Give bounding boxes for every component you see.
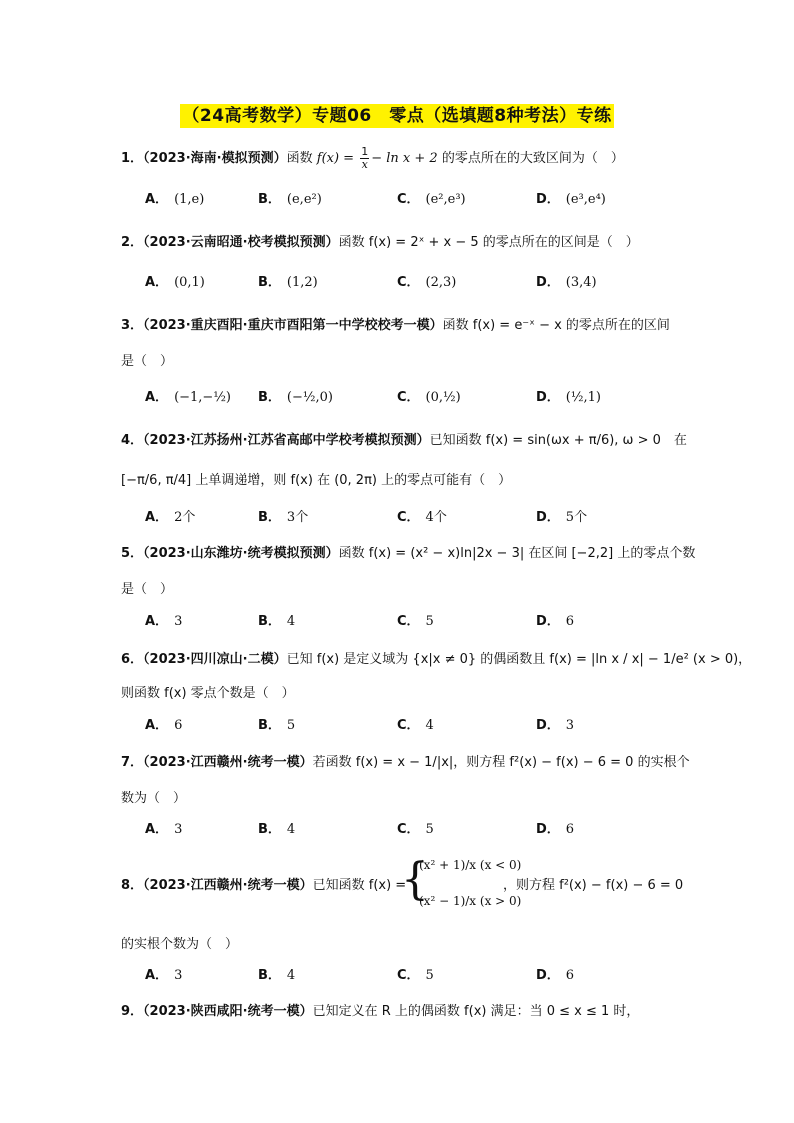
- option-b[interactable]: B． (e,e²): [258, 192, 322, 207]
- option-d[interactable]: D． (e³,e⁴): [536, 192, 606, 207]
- question-text: 函数: [286, 151, 313, 166]
- option-c[interactable]: C． (2,3): [397, 275, 457, 290]
- option-c[interactable]: C． 5: [397, 614, 434, 629]
- question-text: 的实根个数为（ ）: [121, 937, 239, 952]
- question-3-cont: [121, 351, 681, 373]
- question-source: （2023·陕西咸阳·统考一模）: [143, 1004, 313, 1019]
- question-source: （2023·海南·模拟预测）: [143, 151, 287, 166]
- option-c[interactable]: C． 4: [397, 718, 434, 733]
- question-text: 已知函数 f(x) = sin(ωx + π/6), ω > 0 在: [429, 433, 687, 448]
- option-a[interactable]: A． 3: [145, 822, 183, 837]
- question-number: 2．: [121, 235, 144, 250]
- option-a[interactable]: A． (−1,−½): [145, 390, 231, 405]
- fraction: $\frac{1}{x}$: [361, 145, 369, 171]
- option-a[interactable]: A． (0,1): [145, 275, 205, 290]
- option-d[interactable]: D． 6: [536, 968, 575, 983]
- option-a[interactable]: A． 6: [145, 718, 183, 733]
- question-number: 6．: [121, 652, 144, 667]
- option-b[interactable]: B． 4: [258, 968, 296, 983]
- option-a[interactable]: A． 3: [145, 968, 183, 983]
- math-expression: − ln x + 2: [371, 151, 438, 166]
- question-source: （2023·江西赣州·统考一模）: [143, 755, 313, 770]
- question-text: 是（ ）: [121, 582, 174, 597]
- question-text: 则函数 f(x) 零点个数是（ ）: [121, 686, 295, 701]
- left-brace: {: [401, 854, 429, 905]
- question-text: 已知函数 f(x) =: [312, 878, 407, 893]
- option-c[interactable]: C． 5: [397, 822, 434, 837]
- question-4: [121, 430, 687, 452]
- question-number: 5．: [121, 546, 144, 561]
- option-b[interactable]: B． (−½,0): [258, 390, 333, 405]
- question-text: 若函数 f(x) = x − 1/|x|，则方程 f²(x) − f(x) − 6 = 0 的实根个: [312, 755, 690, 770]
- option-c[interactable]: C． 4个: [397, 510, 447, 525]
- option-c[interactable]: C． 5: [397, 968, 434, 983]
- question-7: [121, 752, 690, 774]
- question-number: 8．: [121, 878, 144, 893]
- piece-1: (x² + 1)/x (x < 0): [419, 858, 522, 872]
- question-text: 的零点所在的大致区间为（ ）: [441, 151, 624, 166]
- option-d[interactable]: D． (½,1): [536, 390, 601, 405]
- question-source: （2023·江苏扬州·江苏省高邮中学校考模拟预测）: [143, 433, 430, 448]
- question-5-cont: [121, 579, 681, 601]
- question-number: 7．: [121, 755, 144, 770]
- question-7-cont: [121, 788, 681, 810]
- question-6: [121, 649, 752, 671]
- question-6-cont: [121, 683, 681, 705]
- math-expression: f(x) =: [316, 151, 359, 166]
- option-b[interactable]: B． 5: [258, 718, 296, 733]
- question-text: 已知 f(x) 是定义域为 {x|x ≠ 0} 的偶函数且 f(x) = |ln x / x| − 1/e² (x > 0)，: [286, 652, 752, 667]
- question-number: 3．: [121, 318, 144, 333]
- question-number: 4．: [121, 433, 144, 448]
- question-text: 已知定义在 R 上的偶函数 f(x) 满足：当 0 ≤ x ≤ 1 时，: [312, 1004, 640, 1019]
- question-text: 数为（ ）: [121, 791, 187, 806]
- question-source: （2023·云南昭通·校考模拟预测）: [143, 235, 339, 250]
- question-source: （2023·江西赣州·统考一模）: [143, 878, 313, 893]
- question-text: 函数 f(x) = (x² − x)ln|2x − 3| 在区间 [−2,2] 上的零点个数: [338, 546, 696, 561]
- question-source: （2023·山东潍坊·统考模拟预测）: [143, 546, 339, 561]
- question-1: [121, 146, 681, 171]
- option-a[interactable]: A． 3: [145, 614, 183, 629]
- option-d[interactable]: D． 6: [536, 614, 575, 629]
- option-a[interactable]: A． 2个: [145, 510, 196, 525]
- piece-2: (x² − 1)/x (x > 0): [419, 894, 522, 908]
- question-8: [121, 850, 684, 914]
- question-3: [121, 315, 681, 337]
- option-b[interactable]: B． 4: [258, 822, 296, 837]
- question-5: [121, 543, 696, 565]
- option-d[interactable]: D． 6: [536, 822, 575, 837]
- option-d[interactable]: D． 3: [536, 718, 575, 733]
- question-number: 1．: [121, 151, 144, 166]
- option-c[interactable]: C． (0,½): [397, 390, 461, 405]
- question-9: [121, 1001, 681, 1023]
- option-b[interactable]: B． 4: [258, 614, 296, 629]
- question-4-cont: [121, 470, 681, 492]
- question-2: [121, 232, 681, 254]
- document-title: （24高考数学）专题06 零点（选填题8种考法）专练: [182, 106, 612, 126]
- question-text: ，则方程 f²(x) − f(x) − 6 = 0: [503, 878, 684, 893]
- question-8-cont: [121, 934, 681, 956]
- question-text: [−π/6, π/4] 上单调递增，则 f(x) 在 (0, 2π) 上的零点可能有（ ）: [121, 473, 512, 488]
- title-block: [0, 104, 794, 128]
- option-d[interactable]: D． (3,4): [536, 275, 597, 290]
- question-text: 函数 f(x) = 2ˣ + x − 5 的零点所在的区间是（ ）: [338, 235, 639, 250]
- option-b[interactable]: B． 3个: [258, 510, 309, 525]
- option-b[interactable]: B． (1,2): [258, 275, 318, 290]
- question-number: 9．: [121, 1004, 144, 1019]
- question-source: （2023·四川凉山·二模）: [143, 652, 287, 667]
- question-text: 函数 f(x) = e⁻ˣ − x 的零点所在的区间: [442, 318, 670, 333]
- question-source: （2023·重庆酉阳·重庆市酉阳第一中学校校考一模）: [143, 318, 443, 333]
- option-d[interactable]: D． 5个: [536, 510, 588, 525]
- option-a[interactable]: A． (1,e): [145, 192, 205, 207]
- option-c[interactable]: C． (e²,e³): [397, 192, 466, 207]
- question-text: 是（ ）: [121, 354, 174, 369]
